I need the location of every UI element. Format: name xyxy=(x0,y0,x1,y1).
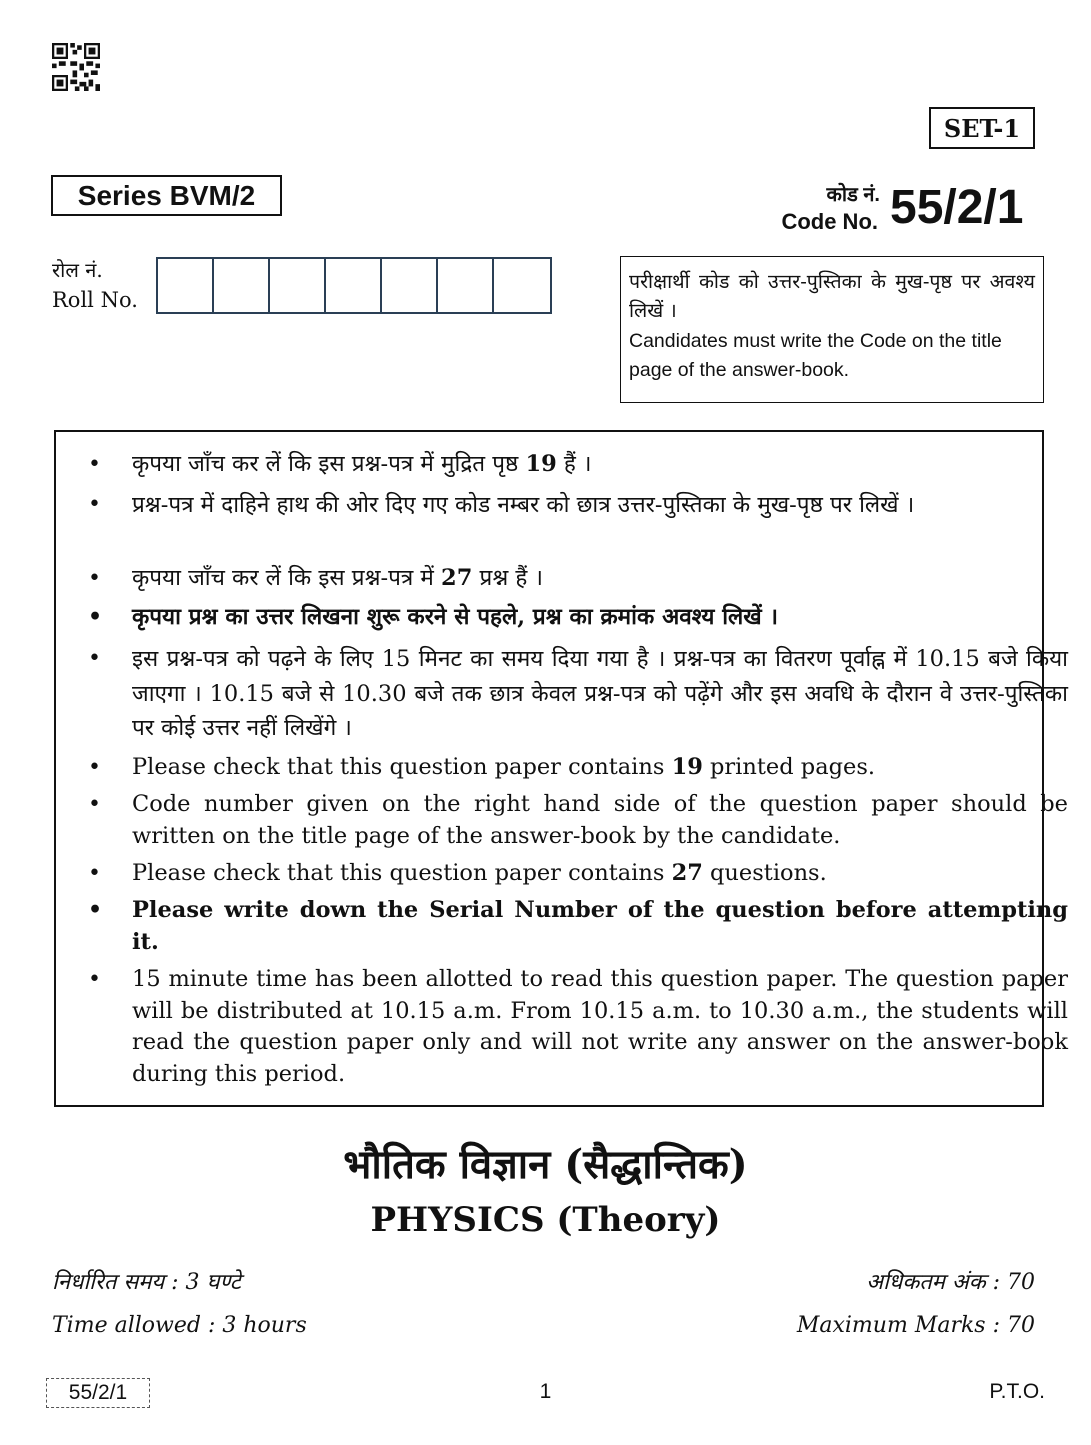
roll-digit-box[interactable] xyxy=(214,259,270,312)
instruction-item: • Code number given on the right hand side of the question paper should be written on the title page of the answer-book by the candidate. xyxy=(88,791,1068,849)
instruction-item: • इस प्रश्न-पत्र को पढ़ने के लिए 15 मिनट का समय दिया गया है । प्रश्न-पत्र का वितरण पूर्वाह्न में 10.15 बजे किया जाएगा । 10.15 बजे से 10.30 बजे तक छात्र केवल प्रश्न-पत्र को पढ़ेंगे और इस अवधि के दौरान वे उत्तर-पुस्तिका पर कोई उत्तर नहीं लिखेंगे । xyxy=(88,646,1068,741)
instruction-item: • कृपया जाँच कर लें कि इस प्रश्न-पत्र में मुद्रित पृष्ठ 19 हैं । xyxy=(88,451,592,477)
candidate-note-hindi: परीक्षार्थी कोड को उत्तर-पुस्तिका के मुख-पृष्ठ पर अवश्य लिखें । xyxy=(629,270,1035,322)
footer-code: 55/2/1 xyxy=(46,1378,150,1408)
subject-title-english: PHYSICS (Theory) xyxy=(370,1200,721,1240)
subject-title-hindi: भौतिक विज्ञान (सैद्धान्तिक) xyxy=(343,1141,748,1188)
roll-digit-box[interactable] xyxy=(270,259,326,312)
pto-label: P.T.O. xyxy=(989,1380,1045,1403)
time-allowed-english: Time allowed : 3 hours xyxy=(52,1313,307,1338)
instruction-item: • Please check that this question paper contains 27 questions. xyxy=(88,860,827,886)
candidate-note-english: Candidates must write the Code on the title page of the answer-book. xyxy=(629,330,1002,381)
roll-digit-box[interactable] xyxy=(494,259,550,312)
candidate-note-box xyxy=(620,256,1044,403)
instruction-item: • 15 minute time has been allotted to read this question paper. The question paper will be distributed at 10.15 a.m. From 10.15 a.m. to 10.30 a.m., the students will read the question paper only and will not write any answer on the answer-book during this period. xyxy=(88,966,1068,1087)
roll-digit-box[interactable] xyxy=(382,259,438,312)
page-number: 1 xyxy=(539,1380,552,1403)
maximum-marks-english: Maximum Marks : 70 xyxy=(796,1313,1035,1338)
roll-digit-box[interactable] xyxy=(158,259,214,312)
instructions-box xyxy=(54,430,1068,1107)
qr-code-icon xyxy=(52,43,100,91)
instruction-item: • कृपया जाँच कर लें कि इस प्रश्न-पत्र में 27 प्रश्न हैं । xyxy=(88,565,544,591)
code-label-hindi: कोड नं. xyxy=(826,184,880,206)
code-value: 55/2/1 xyxy=(890,181,1024,234)
set-label: SET-1 xyxy=(929,107,1035,149)
roll-label-english: Roll No. xyxy=(52,288,138,312)
instruction-item: • कृपया प्रश्न का उत्तर लिखना शुरू करने से पहले, प्रश्न का क्रमांक अवश्य लिखें । xyxy=(88,604,779,630)
maximum-marks-hindi: अधिकतम अंक : 70 xyxy=(866,1270,1035,1295)
code-label-english: Code No. xyxy=(781,209,878,234)
roll-digit-box[interactable] xyxy=(438,259,494,312)
roll-digit-box[interactable] xyxy=(326,259,382,312)
roll-label-hindi: रोल नं. xyxy=(52,258,103,282)
series-label: Series BVM/2 xyxy=(51,175,282,216)
instruction-item: • Please check that this question paper contains 19 printed pages. xyxy=(88,754,876,780)
roll-number-boxes[interactable] xyxy=(156,257,552,314)
instruction-item: • Please write down the Serial Number of the question before attempting it. xyxy=(88,897,1068,955)
instruction-item: • प्रश्न-पत्र में दाहिने हाथ की ओर दिए गए कोड नम्बर को छात्र उत्तर-पुस्तिका के मुख-पृष्ठ पर लिखें । xyxy=(88,492,915,518)
time-allowed-hindi: निर्धारित समय : 3 घण्टे xyxy=(52,1270,241,1295)
